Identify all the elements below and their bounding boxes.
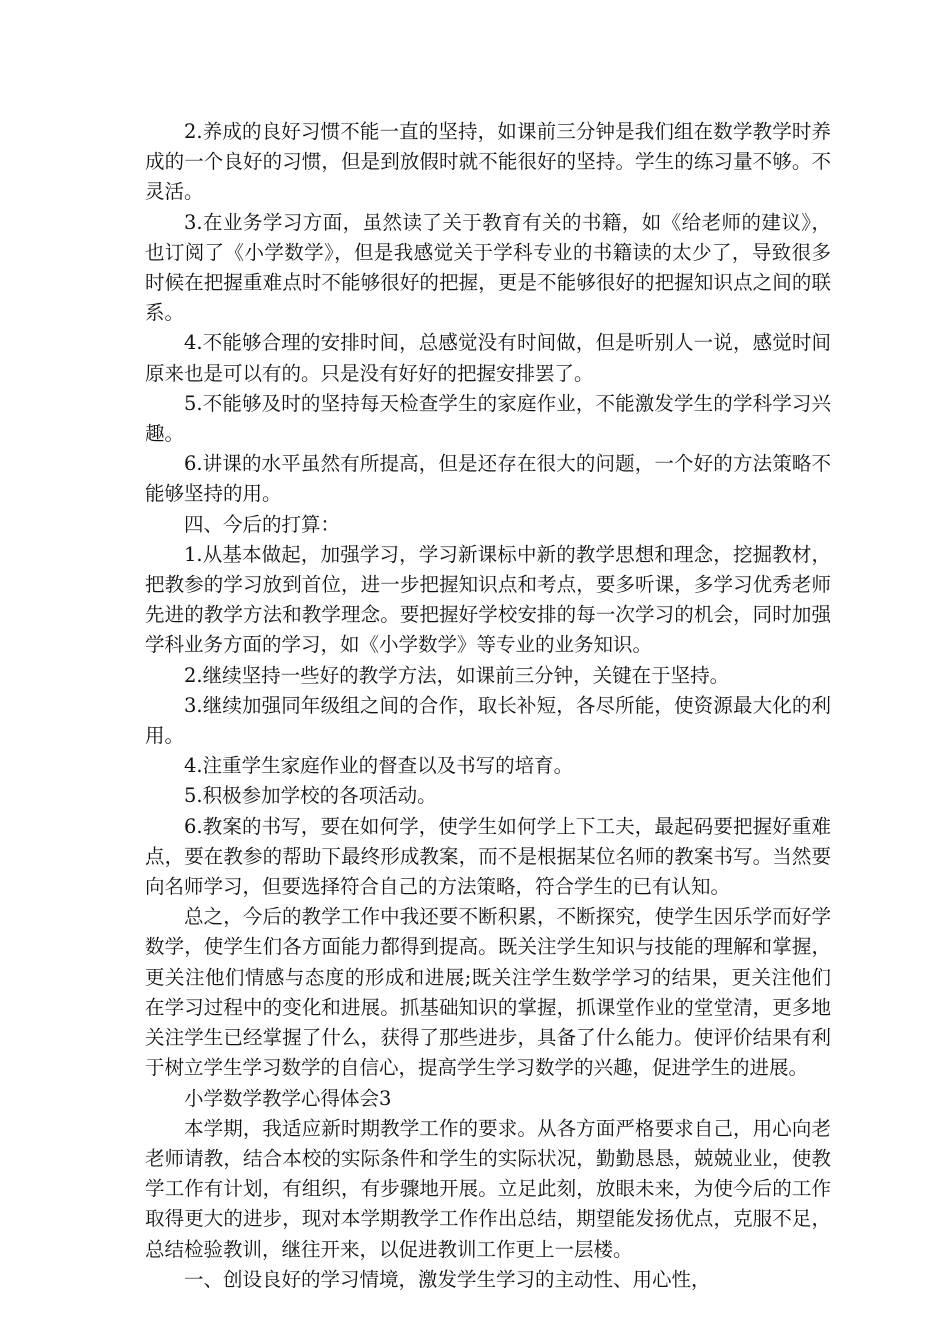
section-heading-future-plans: 四、今后的打算： bbox=[184, 512, 341, 536]
section-heading-learning-situation: 一、创设良好的学习情境，激发学生学习的主动性、用心性， bbox=[184, 1267, 711, 1291]
paragraph-summary: 总之，今后的教学工作中我还要不断积累，不断探究，使学生因乐学而好学数学，使学生们各方面能力都得到提高。既关注学生知识与技能的理解和掌握，更关注他们情感与态度的形成和进展;既关注学生数学学习的结果，更关注他们在学习过程中的变化和进展。抓基础知识的掌握，抓课堂作业的堂堂清，更多地关注学生已经掌握了什么，获得了那些进步，具备了什么能力。使评价结果有利于树立学生学习数学的自信心，提高学生学习数学的兴趣，促进学生的进展。 bbox=[145, 905, 831, 1080]
paragraph-business-study: 3.在业务学习方面，虽然读了关于教育有关的书籍，如《给老师的建议》，也订阅了《小学数学》，但是我感觉关于学科专业的书籍读的太少了，导致很多时候在把握重难点时不能够很好的把握，更是不能够很好的把握知识点之间的联系。 bbox=[145, 210, 831, 325]
paragraph-plan-1: 1.从基本做起，加强学习，学习新课标中新的教学思想和理念，挖掘教材，把教参的学习放到首位，进一步把握知识点和考点，要多听课，多学习优秀老师先进的教学方法和教学理念。要把握好学校安排的每一次学习的机会，同时加强学科业务方面的学习，如《小学数学》等专业的业务知识。 bbox=[145, 542, 831, 657]
paragraph-habit: 2.养成的良好习惯不能一直的坚持，如课前三分钟是我们组在数学教学时养成的一个良好的习惯，但是到放假时就不能很好的坚持。学生的练习量不够。不灵活。 bbox=[145, 120, 831, 204]
paragraph-time-management: 4.不能够合理的安排时间，总感觉没有时间做，但是听别人一说，感觉时间原来也是可以有的。只是没有好好的把握安排罢了。 bbox=[145, 331, 831, 385]
document-body bbox=[145, 117, 831, 1295]
paragraph-homework-check: 5.不能够及时的坚持每天检查学生的家庭作业，不能激发学生的学科学习兴趣。 bbox=[145, 391, 831, 446]
paragraph-plan-4: 4.注重学生家庭作业的督查以及书写的培育。 bbox=[184, 754, 574, 778]
paragraph-plan-5: 5.积极参加学校的各项活动。 bbox=[184, 784, 437, 808]
paragraph-plan-3: 3.继续加强同年级组之间的合作，取长补短，各尽所能，使资源最大化的利用。 bbox=[145, 693, 831, 748]
paragraph-plan-2: 2.继续坚持一些好的教学方法，如课前三分钟，关键在于坚持。 bbox=[184, 663, 730, 687]
section-title-experience-3: 小学数学教学心得体会3 bbox=[184, 1086, 392, 1110]
paragraph-semester-intro: 本学期，我适应新时期教学工作的要求。从各方面严格要求自己，用心向老老师请教，结合本校的实际条件和学生的实际状况，勤勤恳恳，兢兢业业，使教学工作有计划，有组织，有步骤地开展。立足此刻，放眼未来，为使今后的工作取得更大的进步，现对本学期教学工作作出总结，期望能发扬优点，克服不足，总结检验教训，继往开来，以促进教训工作更上一层楼。 bbox=[145, 1116, 831, 1261]
paragraph-teaching-level: 6.讲课的水平虽然有所提高，但是还存在很大的问题，一个好的方法策略不能够坚持的用。 bbox=[145, 452, 831, 506]
paragraph-plan-6: 6.教案的书写，要在如何学，使学生如何学上下工夫，最起码要把握好重难点，要在教参的帮助下最终形成教案，而不是根据某位名师的教案书写。当然要向名师学习，但要选择符合自己的方法策略，符合学生的已有认知。 bbox=[145, 814, 831, 899]
